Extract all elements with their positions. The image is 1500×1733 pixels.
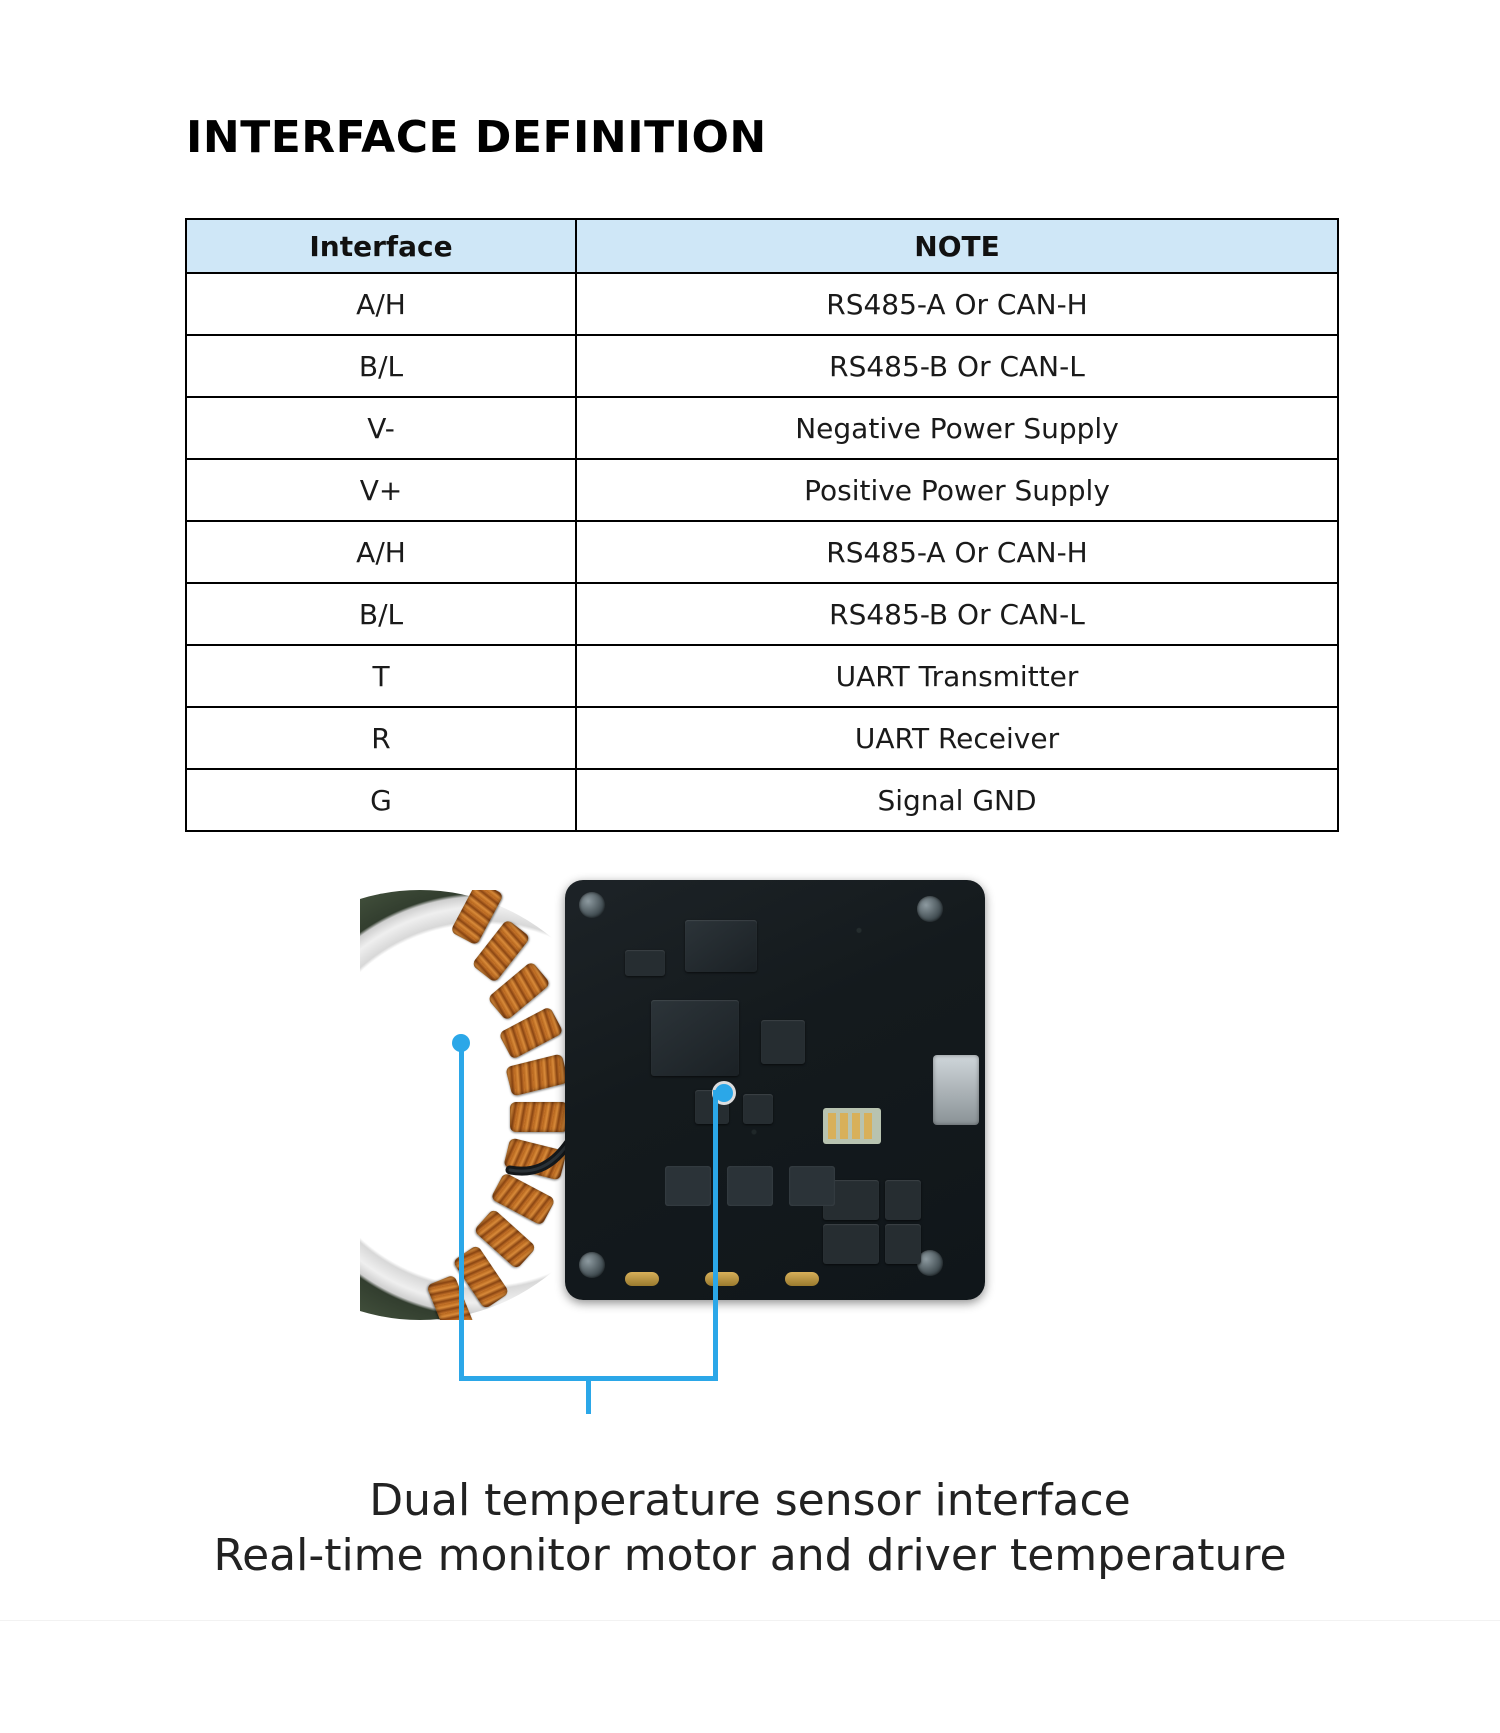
mounting-hole — [579, 1252, 605, 1278]
interface-definition-table — [185, 218, 1339, 832]
table-row — [186, 459, 1338, 521]
footer-divider — [0, 1620, 1500, 1621]
cell-interface: R — [186, 707, 576, 769]
shunt-resistor — [727, 1166, 773, 1206]
caption-primary: Dual temperature sensor interface — [369, 1475, 1131, 1526]
mounting-hole — [579, 892, 605, 918]
phase-pad-c — [625, 1272, 659, 1286]
table-header-row — [186, 219, 1338, 273]
table-row — [186, 707, 1338, 769]
cell-interface: G — [186, 769, 576, 831]
table-row — [186, 769, 1338, 831]
cell-note: Positive Power Supply — [576, 459, 1338, 521]
column-header-note: NOTE — [576, 219, 1338, 273]
ic-chip — [743, 1094, 773, 1124]
interface-definition-table-wrap — [185, 218, 1337, 832]
cell-interface: A/H — [186, 273, 576, 335]
cell-interface: B/L — [186, 335, 576, 397]
mcu-chip — [651, 1000, 739, 1076]
cell-note: UART Receiver — [576, 707, 1338, 769]
ic-chip — [685, 920, 757, 972]
ic-chip — [761, 1020, 805, 1064]
page-title: INTERFACE DEFINITION — [186, 112, 767, 163]
motor-driver-pcb — [565, 880, 985, 1300]
table-row — [186, 583, 1338, 645]
mosfet — [885, 1224, 921, 1264]
cell-interface: T — [186, 645, 576, 707]
cell-interface: V- — [186, 397, 576, 459]
dip-switch[interactable] — [823, 1108, 881, 1144]
shunt-resistor — [789, 1166, 835, 1206]
shunt-resistor — [665, 1166, 711, 1206]
capacitor — [625, 950, 665, 976]
cell-note: UART Transmitter — [576, 645, 1338, 707]
phase-pad-a — [785, 1272, 819, 1286]
cell-note: Signal GND — [576, 769, 1338, 831]
cell-note: Negative Power Supply — [576, 397, 1338, 459]
table-row — [186, 397, 1338, 459]
micro-usb-connector[interactable] — [933, 1055, 979, 1125]
cell-note: RS485-B Or CAN-L — [576, 583, 1338, 645]
table-row — [186, 645, 1338, 707]
cell-interface: A/H — [186, 521, 576, 583]
cell-note: RS485-A Or CAN-H — [576, 521, 1338, 583]
callout-line-vertical-right — [713, 1090, 718, 1380]
table-row — [186, 273, 1338, 335]
cell-interface: V+ — [186, 459, 576, 521]
product-photo — [330, 880, 1130, 1330]
column-header-interface: Interface — [186, 219, 576, 273]
caption-secondary: Real-time monitor motor and driver temperature — [213, 1530, 1287, 1581]
cell-interface: B/L — [186, 583, 576, 645]
callout-line-vertical-left — [459, 1040, 464, 1380]
callout-line-stem — [586, 1376, 591, 1414]
table-row — [186, 521, 1338, 583]
phase-pad-b — [705, 1272, 739, 1286]
table-row — [186, 335, 1338, 397]
mounting-hole — [917, 896, 943, 922]
cell-note: RS485-A Or CAN-H — [576, 273, 1338, 335]
mosfet — [885, 1180, 921, 1220]
cell-note: RS485-B Or CAN-L — [576, 335, 1338, 397]
mosfet — [823, 1224, 879, 1264]
